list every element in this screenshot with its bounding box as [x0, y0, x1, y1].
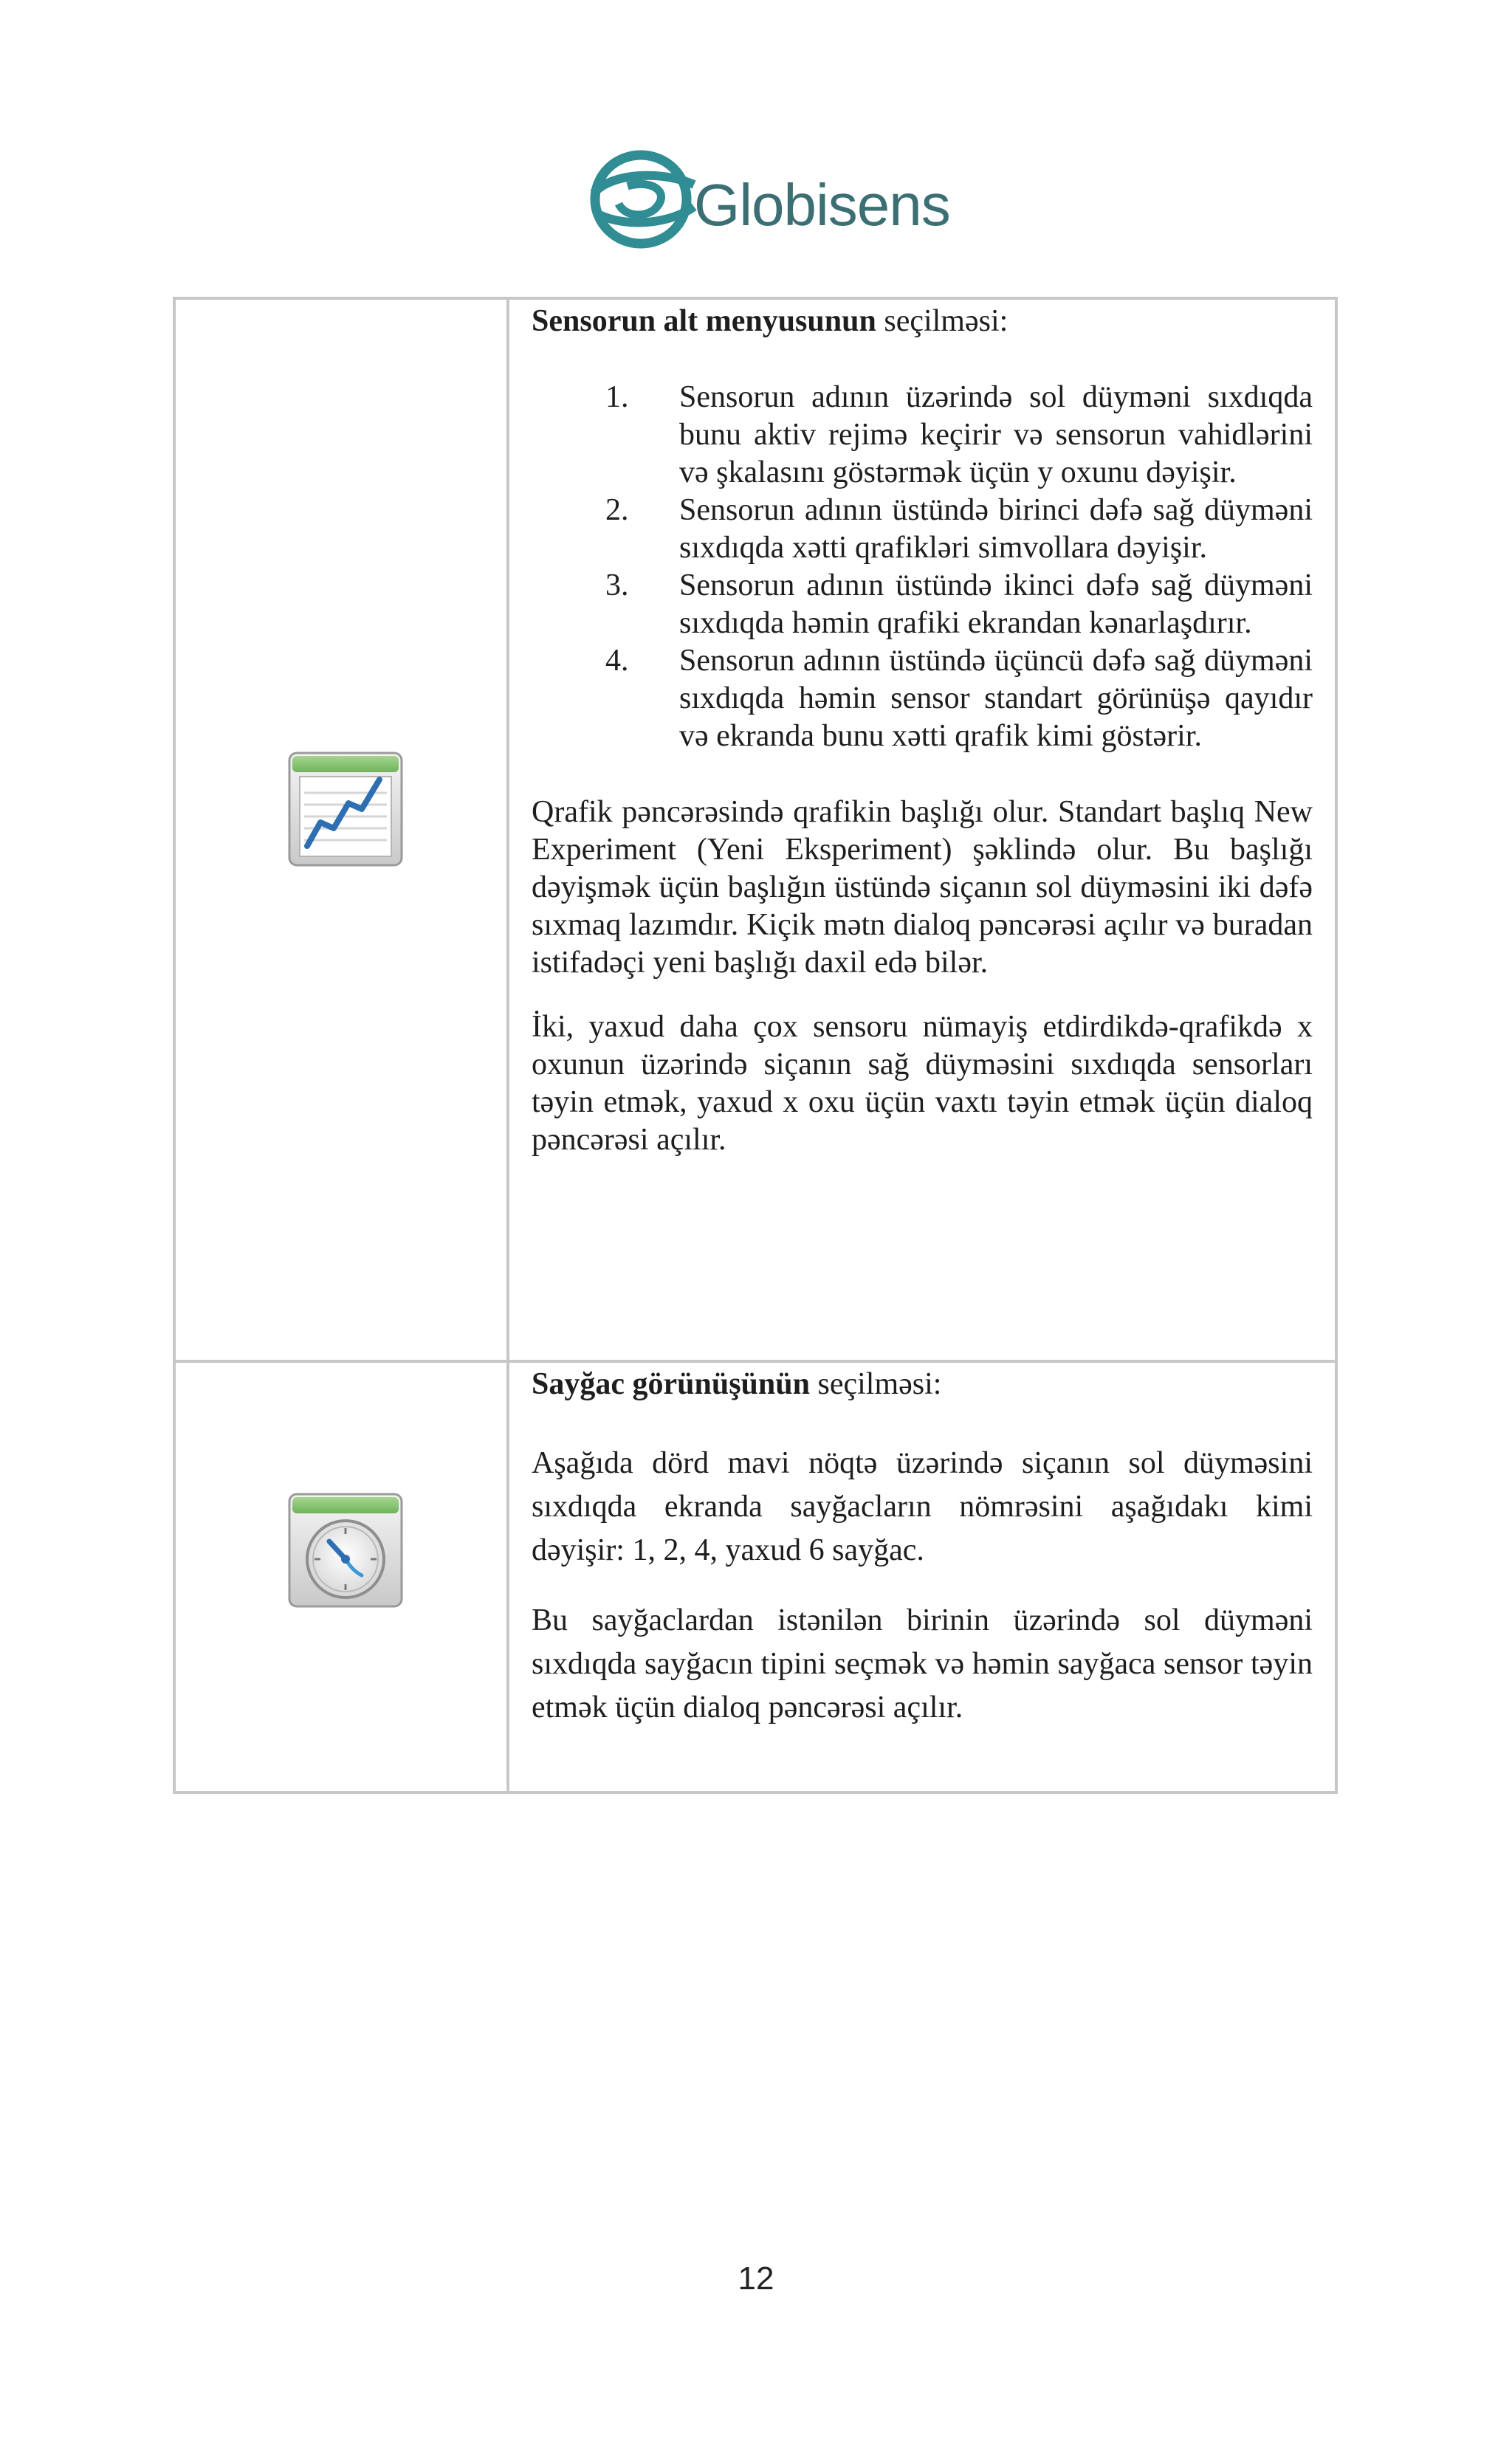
paragraph-x-axis: İki, yaxud daha çox sensoru nümayiş etdirdikdə-qrafikdə x oxunun üzərində siçanın sağ düyməsini sıxdıqda sensorları təyin etmək, yaxud x oxu üçün vaxtı təyin etmək üçün dialoq pəncərəsi açılır. — [532, 1010, 1313, 1157]
list-item — [532, 567, 1313, 642]
step-text: Sensorun adının üstündə birinci dəfə sağ düyməni sıxdıqda xətti qrafikləri simvollara dəyişir. — [679, 493, 1313, 565]
step-number: 1. — [605, 380, 629, 414]
step-text: Sensorun adının üstündə üçüncü dəfə sağ düyməni sıxdıqda həmin sensor standart görünüşə qayıdır və ekranda bunu xətti qrafik kimi göstərir. — [679, 644, 1313, 753]
globisens-globe-icon — [583, 142, 709, 252]
paragraph-meter-count: Aşağıda dörd mavi nöqtə üzərində siçanın sol düyməsini sıxdıqda ekranda sayğacların nömrəsini aşağıdakı kimi dəyişir: 1, 2, 4, yaxud 6 sayğac. — [532, 1446, 1313, 1567]
globisens-logo — [583, 142, 950, 252]
step-number: 2. — [605, 493, 629, 527]
step-text: Sensorun adının üzərində sol düyməni sıxdıqda bunu aktiv rejimə keçirir və sensorun vahidlərini və şkalasını göstərmək üçün y oxunu dəyişir. — [679, 380, 1313, 489]
page-number: 12 — [738, 2260, 774, 2297]
content-table — [173, 297, 1338, 1794]
paragraph-graph-title: Qrafik pəncərəsində qrafikin başlığı olur. Standart başlıq New Experiment (Yeni Eksperiment) şəklində olur. Bu başlığı dəyişmək üçün başlığın üstündə siçanın sol düyməsini iki dəfə sıxmaq lazımdır. Kiçik mətn dialoq pəncərəsi açılır və buradan istifadəçi yeni başlığı daxil edə bilər. — [532, 795, 1313, 980]
brand-name: Globisens — [694, 172, 950, 238]
paragraph-meter-type: Bu sayğaclardan istənilən birinin üzərində sol düyməni sıxdıqda sayğacın tipini seçmək və həmin sayğaca sensor təyin etmək üçün dialoq pəncərəsi açılır. — [532, 1603, 1313, 1724]
section-title-bold: Sensorun alt menyusunun — [532, 304, 876, 338]
step-text: Sensorun adının üstündə ikinci dəfə sağ düyməni sıxdıqda həmin qrafiki ekrandan kənarlaşdırır. — [679, 568, 1313, 640]
section-title-bold: Sayğac görünüşünün — [532, 1367, 810, 1401]
section-title-rest: seçilməsi: — [876, 304, 1008, 338]
list-item — [532, 379, 1313, 492]
table-row — [174, 298, 1336, 1361]
list-item — [532, 642, 1313, 755]
meter-view-icon — [288, 1493, 403, 1608]
icon-cell — [174, 1361, 508, 1792]
section-meter-view — [508, 1361, 1336, 1792]
icon-cell — [174, 298, 508, 1361]
steps-list — [532, 379, 1313, 755]
list-item — [532, 492, 1313, 567]
table-row — [174, 1361, 1336, 1792]
section-title-rest: seçilməsi: — [810, 1367, 942, 1401]
step-number: 3. — [605, 568, 629, 602]
graph-view-icon — [288, 752, 403, 867]
section-title — [532, 300, 1313, 340]
section-sensor-submenu — [508, 298, 1336, 1361]
section-title — [532, 1363, 1313, 1403]
step-number: 4. — [605, 644, 629, 678]
